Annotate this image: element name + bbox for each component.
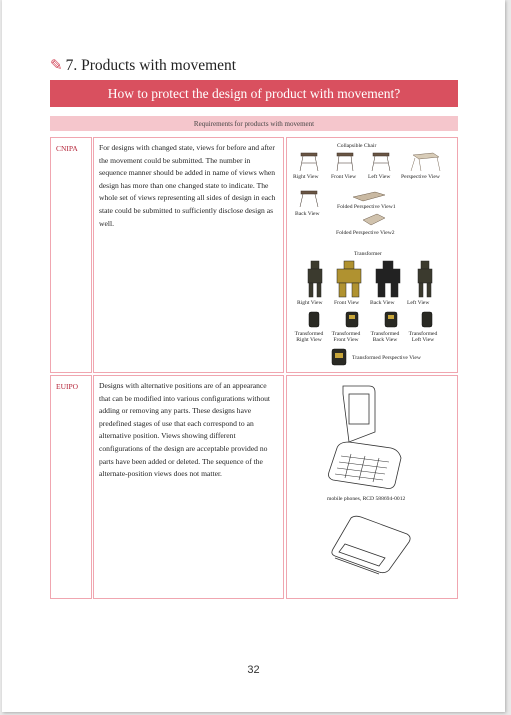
transformed-back-view-caption: Transformed Back View [370, 331, 400, 344]
euipo-text: Designs with alternative positions are of an appearance that can be modified into various configurations without adding or removing any parts. These designs have predefined stages of use that each correspond to an alternative position. Views showing different configurations of the design are acceptable provided no parts have been added or deleted. The sequence of the alternate-position views does not matter. [99, 381, 271, 479]
chair-back-view-caption: Back View [295, 211, 320, 217]
transformer-transformed-figure [297, 310, 447, 328]
transformer-views-figure [297, 259, 447, 299]
chair-title: Collapsible Chair [337, 143, 377, 149]
transformed-perspective-caption: Transformed Perspective View [352, 355, 421, 361]
mobile-phone-closed-figure [329, 514, 413, 576]
section-banner: How to protect the design of product with movement? [50, 80, 458, 107]
page-number: 32 [247, 664, 260, 676]
document-page [2, 0, 505, 712]
cnipa-label: CNIPA [56, 144, 78, 153]
chair-perspective-view-caption: Perspective View [401, 174, 440, 180]
cnipa-text-cell [93, 137, 284, 373]
cnipa-figure-cell [286, 137, 458, 373]
chair-folded-1-caption: Folded Perspective View1 [337, 204, 396, 210]
transformer-front-view-caption: Front View [334, 300, 360, 306]
mobile-phone-open-figure [325, 384, 409, 492]
transformed-right-view-caption: Transformed Right View [294, 331, 324, 344]
euipo-label: EUIPO [56, 382, 79, 391]
transformer-right-view-caption: Right View [297, 300, 323, 306]
transformer-title: Transformer [354, 251, 382, 257]
chair-front-view-caption: Front View [331, 174, 357, 180]
chair-folded-1-figure [351, 191, 387, 203]
cnipa-label-cell [50, 137, 92, 373]
euipo-text-cell [93, 375, 284, 599]
transformer-left-view-caption: Left View [407, 300, 430, 306]
euipo-figure-cell [286, 375, 458, 599]
euipo-label-cell [50, 375, 92, 599]
chair-left-view-caption: Left View [368, 174, 391, 180]
transformed-front-view-caption: Transformed Front View [331, 331, 361, 344]
chair-views-figure [297, 151, 457, 173]
cnipa-text: For designs with changed state, views for before and after the movement could be submitted. The number in sequence manner should be added in name of views when design has more than one changed state to indicate. The whole set of views representing all sides of design in each state could be submitted to sufficiently disclose design as well. [99, 143, 276, 228]
chair-back-view-figure [299, 190, 319, 208]
section-title [50, 56, 236, 75]
chair-folded-2-caption: Folded Perspective View2 [336, 230, 395, 236]
pencil-icon: ✎ [50, 58, 63, 74]
chair-folded-2-figure [361, 213, 387, 227]
transformed-perspective-figure [329, 347, 349, 367]
transformed-left-view-caption: Transformed Left View [408, 331, 438, 344]
section-title-text: 7. Products with movement [65, 56, 237, 74]
transformer-back-view-caption: Back View [370, 300, 395, 306]
chair-right-view-caption: Right View [293, 174, 319, 180]
requirements-header: Requirements for products with movement [50, 116, 458, 131]
euipo-figure-caption: mobile phones, RCD 588694-0012 [327, 496, 406, 502]
